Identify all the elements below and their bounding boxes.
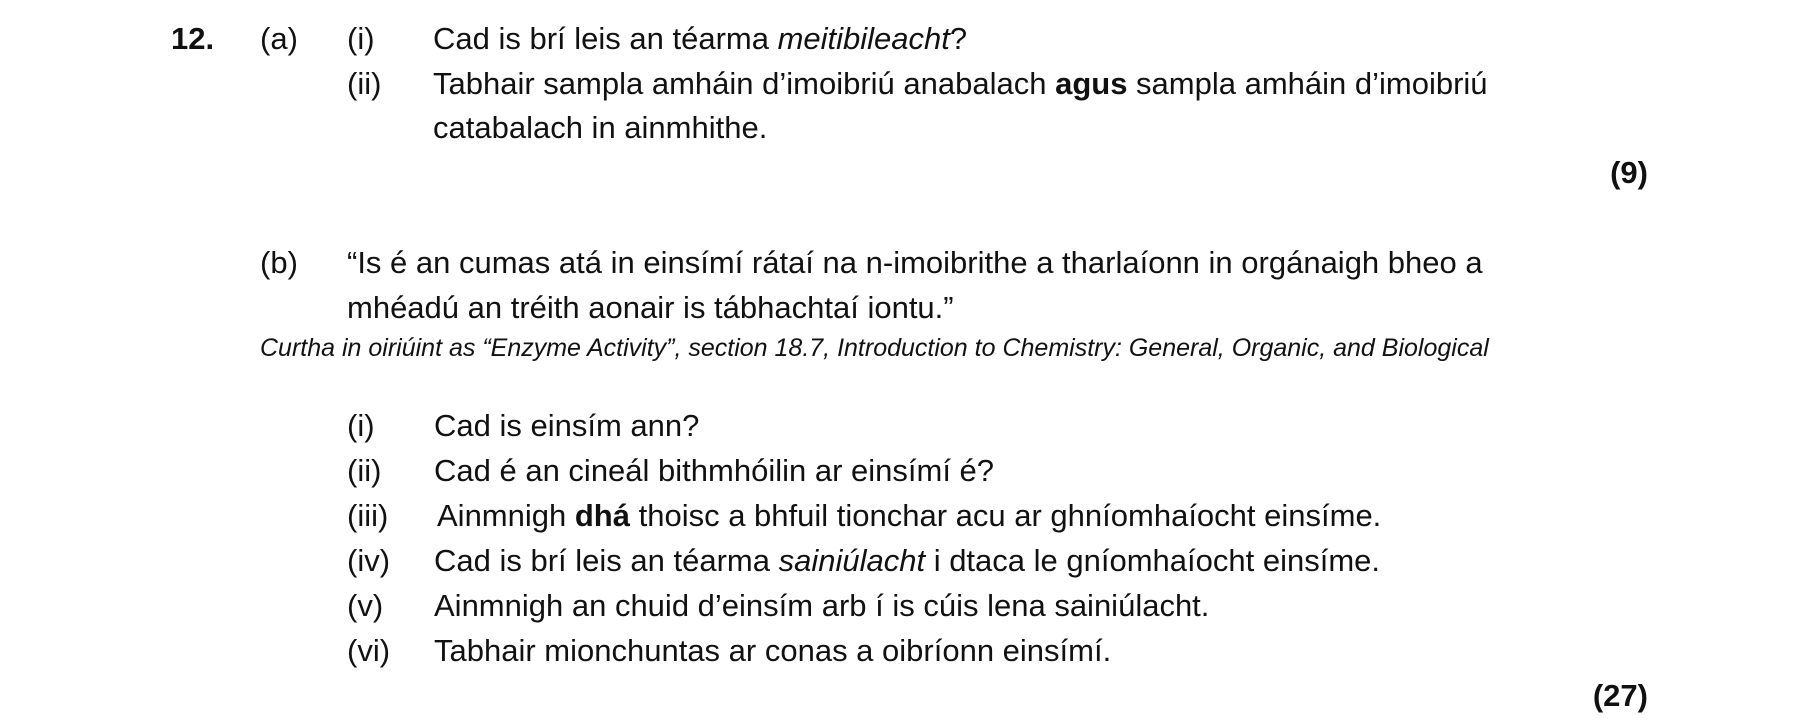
part-a-item-ii-line1-before: Tabhair sampla amháin d’imoibriú anabalach [433,66,1056,101]
part-a-item-ii-line1-after: sampla amháin d’imoibriú [1127,66,1488,101]
part-a-marks: (9) [1610,155,1648,190]
part-b-label: (b) [260,245,298,280]
part-b-item-iv-text-after: i dtaca le gníomhaíocht einsíme. [925,543,1380,578]
part-b-item-ii-text: Cad é an cineál bithmhóilin ar einsímí é? [434,453,995,488]
quote-line-1: “Is é an cumas atá in einsímí rátaí na n-imoibrithe a tharlaíonn in orgánaigh bheo a [347,245,1483,280]
part-b-item-i-text: Cad is einsím ann? [434,408,700,443]
part-a-label: (a) [260,21,298,56]
part-b-item-i-label: (i) [347,408,375,443]
part-b-item-v-text: Ainmnigh an chuid d’einsím arb í is cúis lena sainiúlacht. [434,588,1210,623]
quote-source: Curtha in oiriúint as “Enzyme Activity”, section 18.7, Introduction to Chemistry: General, Organic, and Biological [260,334,1489,362]
term-sainiulacht: sainiúlacht [778,543,926,578]
part-b-item-iv-label: (iv) [347,543,391,578]
part-b-item-vi-label: (vi) [347,633,391,668]
part-a-item-i-label: (i) [347,21,375,56]
part-a-item-i-text [433,17,967,61]
part-a-item-ii-line1 [433,62,1488,106]
part-a-item-ii-line2: catabalach in ainmhithe. [433,110,768,145]
part-b-item-iii-label: (iii) [347,498,389,533]
part-b-item-v-label: (v) [347,588,384,623]
part-b-marks: (27) [1592,678,1648,713]
question-number: 12. [171,21,215,56]
part-b-item-iii-text-after: thoisc a bhfuil tionchar acu ar ghníomhaíocht einsíme. [629,498,1382,533]
part-b-item-vi-text: Tabhair mionchuntas ar conas a oibríonn einsímí. [434,633,1112,668]
part-b-item-ii-label: (ii) [347,453,382,488]
part-b-item-iv-text [434,539,1380,583]
part-a-item-i-text-before: Cad is brí leis an téarma [433,21,778,56]
part-b-item-iii-text-before: Ainmnigh [437,498,575,533]
term-meitibileacht: meitibileacht [777,21,950,56]
emphasis-dha: dhá [574,498,630,533]
part-b-item-iv-text-before: Cad is brí leis an téarma [434,543,779,578]
quote-line-2: mhéadú an tréith aonair is tábhachtaí iontu.” [347,290,954,325]
part-a-item-i-text-after: ? [949,21,968,56]
part-b-item-iii-text [437,494,1381,538]
emphasis-agus: agus [1055,66,1128,101]
part-a-item-ii-label: (ii) [347,66,382,101]
